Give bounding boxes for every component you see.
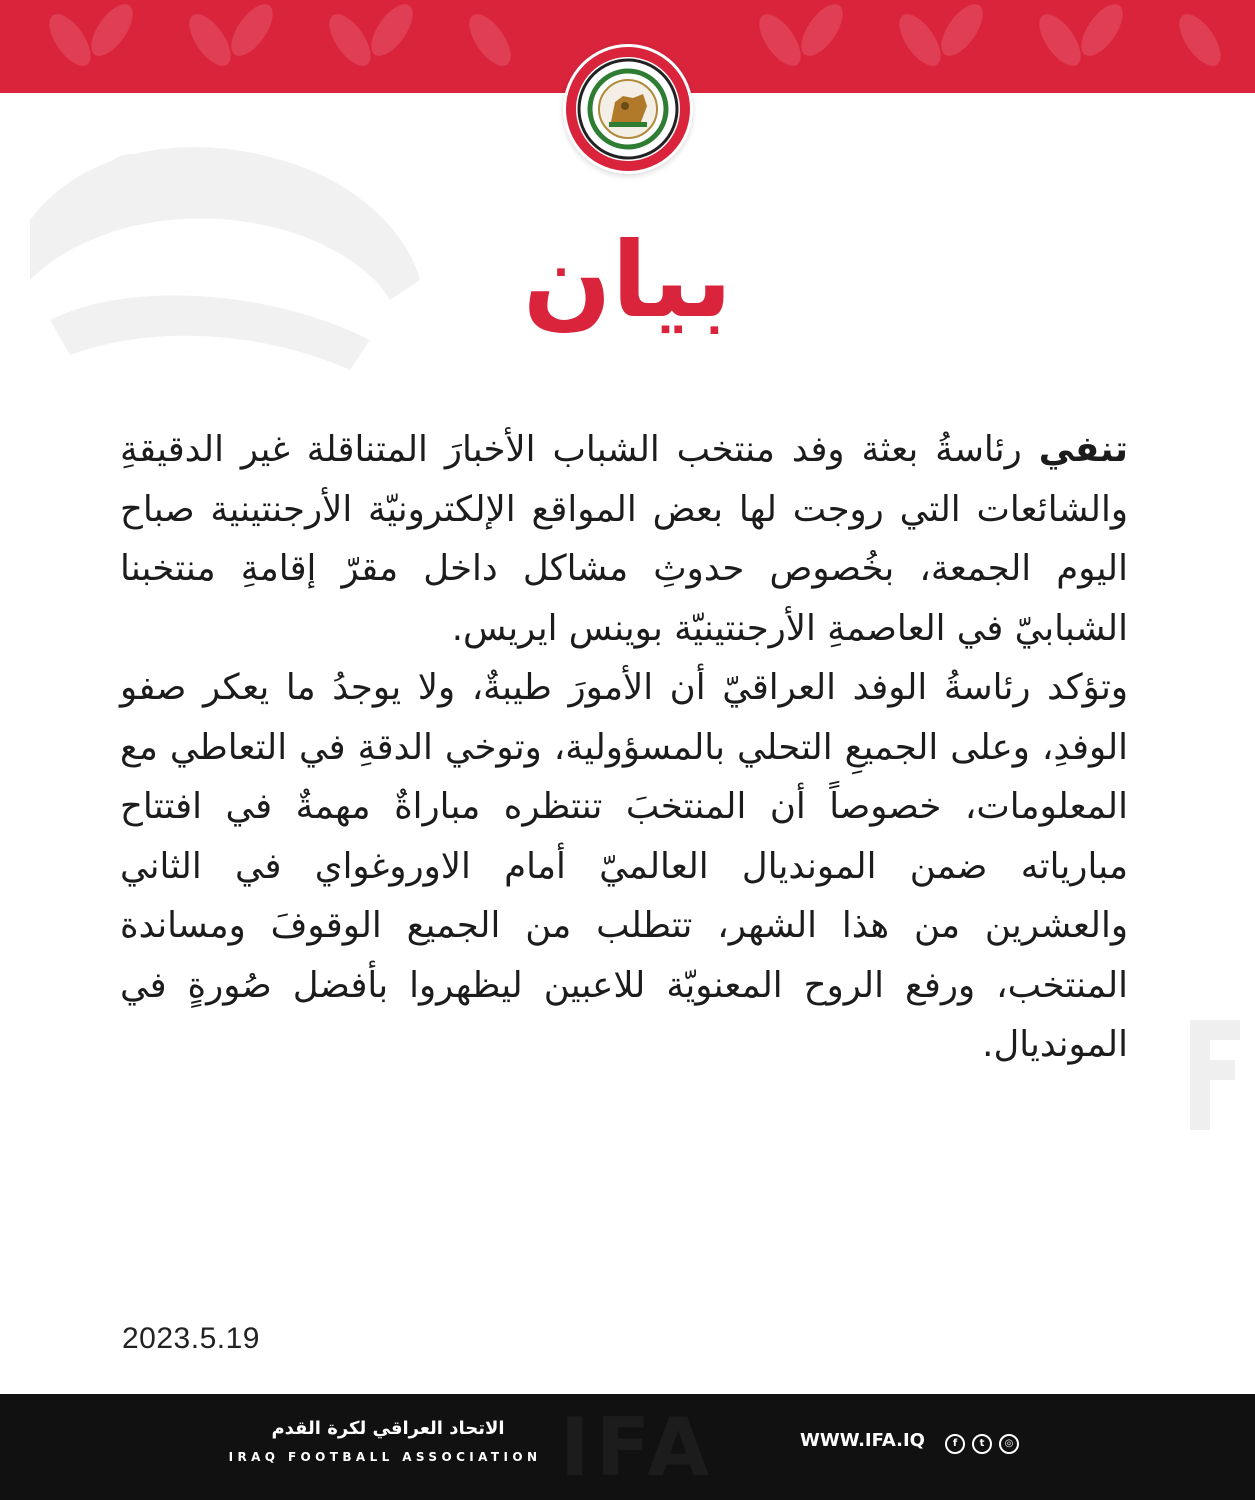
- org-name-arabic: الاتحاد العراقي لكرة القدم: [271, 1418, 505, 1439]
- statement-date: 2023.5.19: [122, 1322, 260, 1355]
- iraq-football-association-emblem-icon: [563, 44, 693, 174]
- footer-bar: [0, 1394, 1255, 1500]
- background-watermark-icon: [1180, 1000, 1255, 1140]
- facebook-icon[interactable]: f: [945, 1434, 965, 1454]
- statement-lead-word: تنفي: [1038, 429, 1128, 470]
- statement-title: بيان: [522, 219, 733, 341]
- website-link[interactable]: WWW.IFA.IQ: [800, 1430, 925, 1451]
- footer-watermark: IFA: [560, 1401, 716, 1494]
- statement-paragraph-2: وتؤكد رئاسةُ الوفد العراقيّ أن الأمورَ طيبةٌ، ولا يوجدُ ما يعكر صفو الوفدِ، وعلى الجميعِ التحلي بالمسؤولية، وتوخي الدقةِ في التعاطي مع المعلومات، خصوصاً أن المنتخبَ تنتظره مباراةٌ مهمةٌ في افتتاح مبارياته ضمن المونديال العالميّ أمام الاوروغواي في الثاني والعشرين من هذا الشهر، تتطلب من الجميع الوقوفَ ومساندة المنتخب، ورفع الروح المعنويّة للاعبين ليظهروا بأفضل صُورةٍ في المونديال.: [120, 667, 1128, 1065]
- instagram-icon[interactable]: ◎: [999, 1434, 1019, 1454]
- statement-paragraph-1-text: رئاسةُ بعثة وفد منتخب الشباب الأخبارَ المتناقلة غير الدقيقةِ والشائعات التي روجت لها بعض المواقع الإلكترونيّة الأرجنتينية صباح اليوم الجمعة، بخُصوص حدوثِ مشاكل داخل مقرّ إقامةِ منتخبنا الشبابيّ في العاصمةِ الأرجنتينيّة بوينس ايريس.: [120, 429, 1128, 649]
- org-name-english: IRAQ FOOTBALL ASSOCIATION: [228, 1450, 542, 1464]
- statement-paragraph-1: [120, 420, 1128, 658]
- twitter-icon[interactable]: t: [972, 1434, 992, 1454]
- statement-body: [120, 420, 1128, 1075]
